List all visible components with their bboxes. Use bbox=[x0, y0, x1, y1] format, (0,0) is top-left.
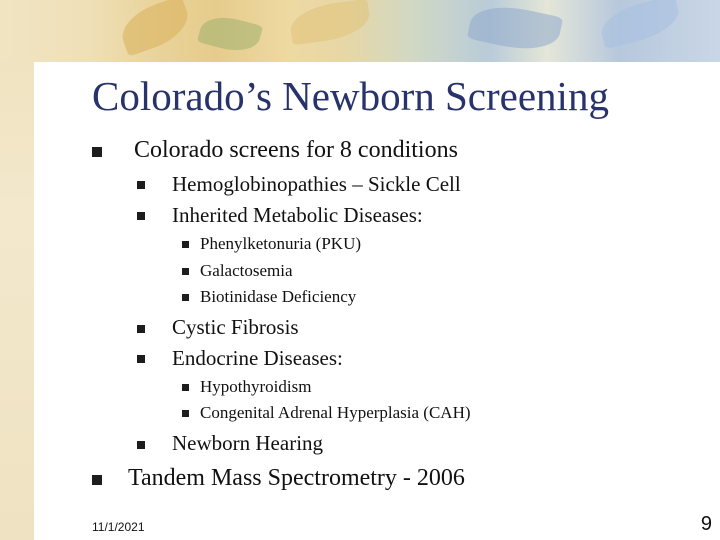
bullet-item: Hemoglobinopathies – Sickle Cell bbox=[172, 172, 461, 196]
slide-title: Colorado’s Newborn Screening bbox=[92, 73, 609, 119]
bullet-square-icon bbox=[182, 410, 189, 417]
slide-date: 11/1/2021 bbox=[92, 520, 145, 534]
bullet-item: Congenital Adrenal Hyperplasia (CAH) bbox=[200, 403, 471, 422]
bullet-item: Cystic Fibrosis bbox=[172, 315, 299, 339]
bullet-item: Biotinidase Deficiency bbox=[200, 287, 357, 306]
bullet-item: Colorado screens for 8 conditions bbox=[134, 137, 458, 163]
bullet-item: Tandem Mass Spectrometry - 2006 bbox=[128, 465, 465, 491]
leaf-decoration-icon bbox=[597, 0, 683, 49]
leaf-decoration-icon bbox=[115, 0, 194, 57]
bullet-square-icon bbox=[137, 181, 145, 189]
bullet-square-icon bbox=[182, 294, 189, 301]
left-decorative-band bbox=[0, 0, 34, 540]
bullet-square-icon bbox=[92, 147, 102, 157]
bullet-square-icon bbox=[137, 355, 145, 363]
bullet-square-icon bbox=[137, 325, 145, 333]
bullet-square-icon bbox=[182, 241, 189, 248]
bullet-item: Endocrine Diseases: bbox=[172, 346, 343, 370]
bullet-square-icon bbox=[137, 212, 145, 220]
bullet-item: Newborn Hearing bbox=[172, 431, 324, 455]
leaf-decoration-icon bbox=[197, 11, 263, 57]
bullet-square-icon bbox=[137, 441, 145, 449]
bullet-square-icon bbox=[182, 268, 189, 275]
leaf-decoration-icon bbox=[288, 0, 372, 45]
bullet-square-icon bbox=[92, 475, 102, 485]
bullet-item: Galactosemia bbox=[200, 261, 293, 280]
leaf-decoration-icon bbox=[467, 0, 563, 57]
bullet-item: Inherited Metabolic Diseases: bbox=[172, 203, 423, 227]
page-number: 9 bbox=[700, 513, 712, 535]
top-decorative-banner bbox=[0, 0, 720, 62]
bullet-item: Hypothyroidism bbox=[200, 377, 312, 396]
bullet-item: Phenylketonuria (PKU) bbox=[200, 234, 362, 253]
bullet-square-icon bbox=[182, 384, 189, 391]
